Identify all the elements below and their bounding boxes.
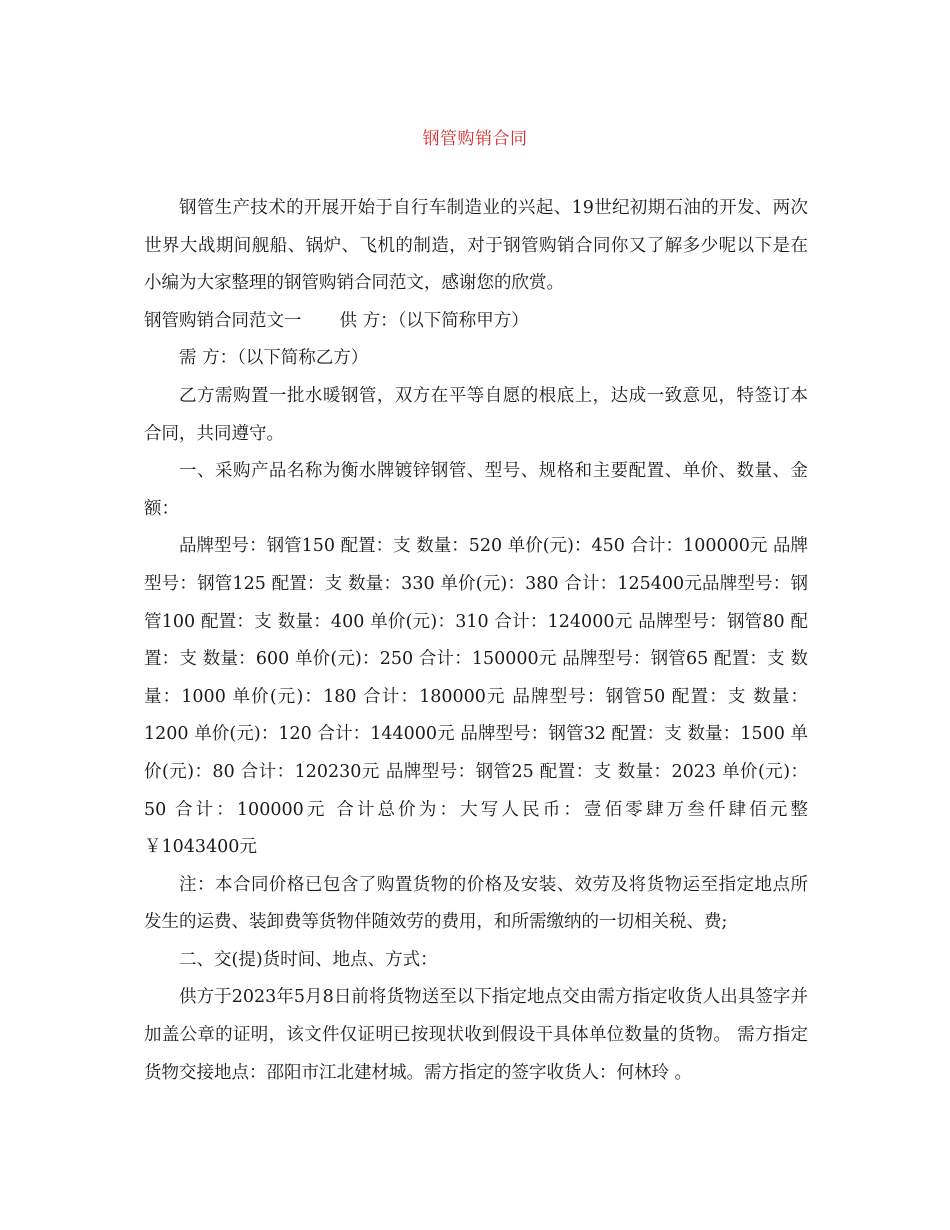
document-body xyxy=(144,190,808,1092)
intro-paragraph: 钢管生产技术的开展开始于自行车制造业的兴起、19世纪初期石油的开发、两次世界大战期间舰船、锅炉、飞机的制造，对于钢管购销合同你又了解多少呢以下是在小编为大家整理的钢管购销合同范文，感谢您的欣赏。 xyxy=(144,198,808,294)
buyer-line: 需 方：（以下简称乙方） xyxy=(179,348,369,369)
section1-heading: 一、采购产品名称为衡水牌镀锌钢管、型号、规格和主要配置、单价、数量、金额： xyxy=(144,461,808,519)
document-title: 钢管购销合同 xyxy=(422,129,528,149)
delivery-paragraph: 供方于2023年5月8日前将货物送至以下指定地点交由需方指定收货人出具签字并加盖公章的证明，该文件仅证明已按现状收到假设干具体单位数量的货物。 需方指定货物交接地点：邵阳市江北建材城。需方指定的签字收货人：何林玲 。 xyxy=(144,987,808,1083)
section2-heading: 二、交(提)货时间、地点、方式： xyxy=(179,949,438,970)
products-paragraph: 品牌型号：钢管150 配置：支 数量：520 单价(元)：450 合计：100000元 品牌型号：钢管125 配置：支 数量：330 单价(元)：380 合计：125400元品牌型号：钢管100 配置：支 数量：400 单价(元)：310 合计：124000元 品牌型号：钢管80 配置：支 数量：600 单价(元)：250 合计：150000元 品牌型号：钢管65 配置：支 数量：1000 单价(元)：180 合计：180000元 品牌型号：钢管50 配置：支 数量：1200 单价(元)：120 合计：144000元 品牌型号：钢管32 配置：支 数量：1500 单价(元)：80 合计：120230元 品牌型号：钢管25 配置：支 数量：2023 单价(元)：50 合计：100000元 合计总价为：大写人民币：壹佰零肆万叁仟肆佰元整 ￥1043400元 xyxy=(144,536,808,858)
sample-heading-line xyxy=(144,303,808,341)
agreement-paragraph: 乙方需购置一批水暖钢管，双方在平等自愿的根底上，达成一致意见，特签订本合同，共同遵守。 xyxy=(144,385,808,444)
supplier-line: 供 方：（以下简称甲方） xyxy=(339,310,529,331)
sample-heading: 钢管购销合同范文一 xyxy=(144,310,302,331)
note-paragraph: 注：本合同价格已包含了购置货物的价格及安装、效劳及将货物运至指定地点所发生的运费、装卸费等货物伴随效劳的费用，和所需缴纳的一切相关税、费; xyxy=(144,874,808,933)
